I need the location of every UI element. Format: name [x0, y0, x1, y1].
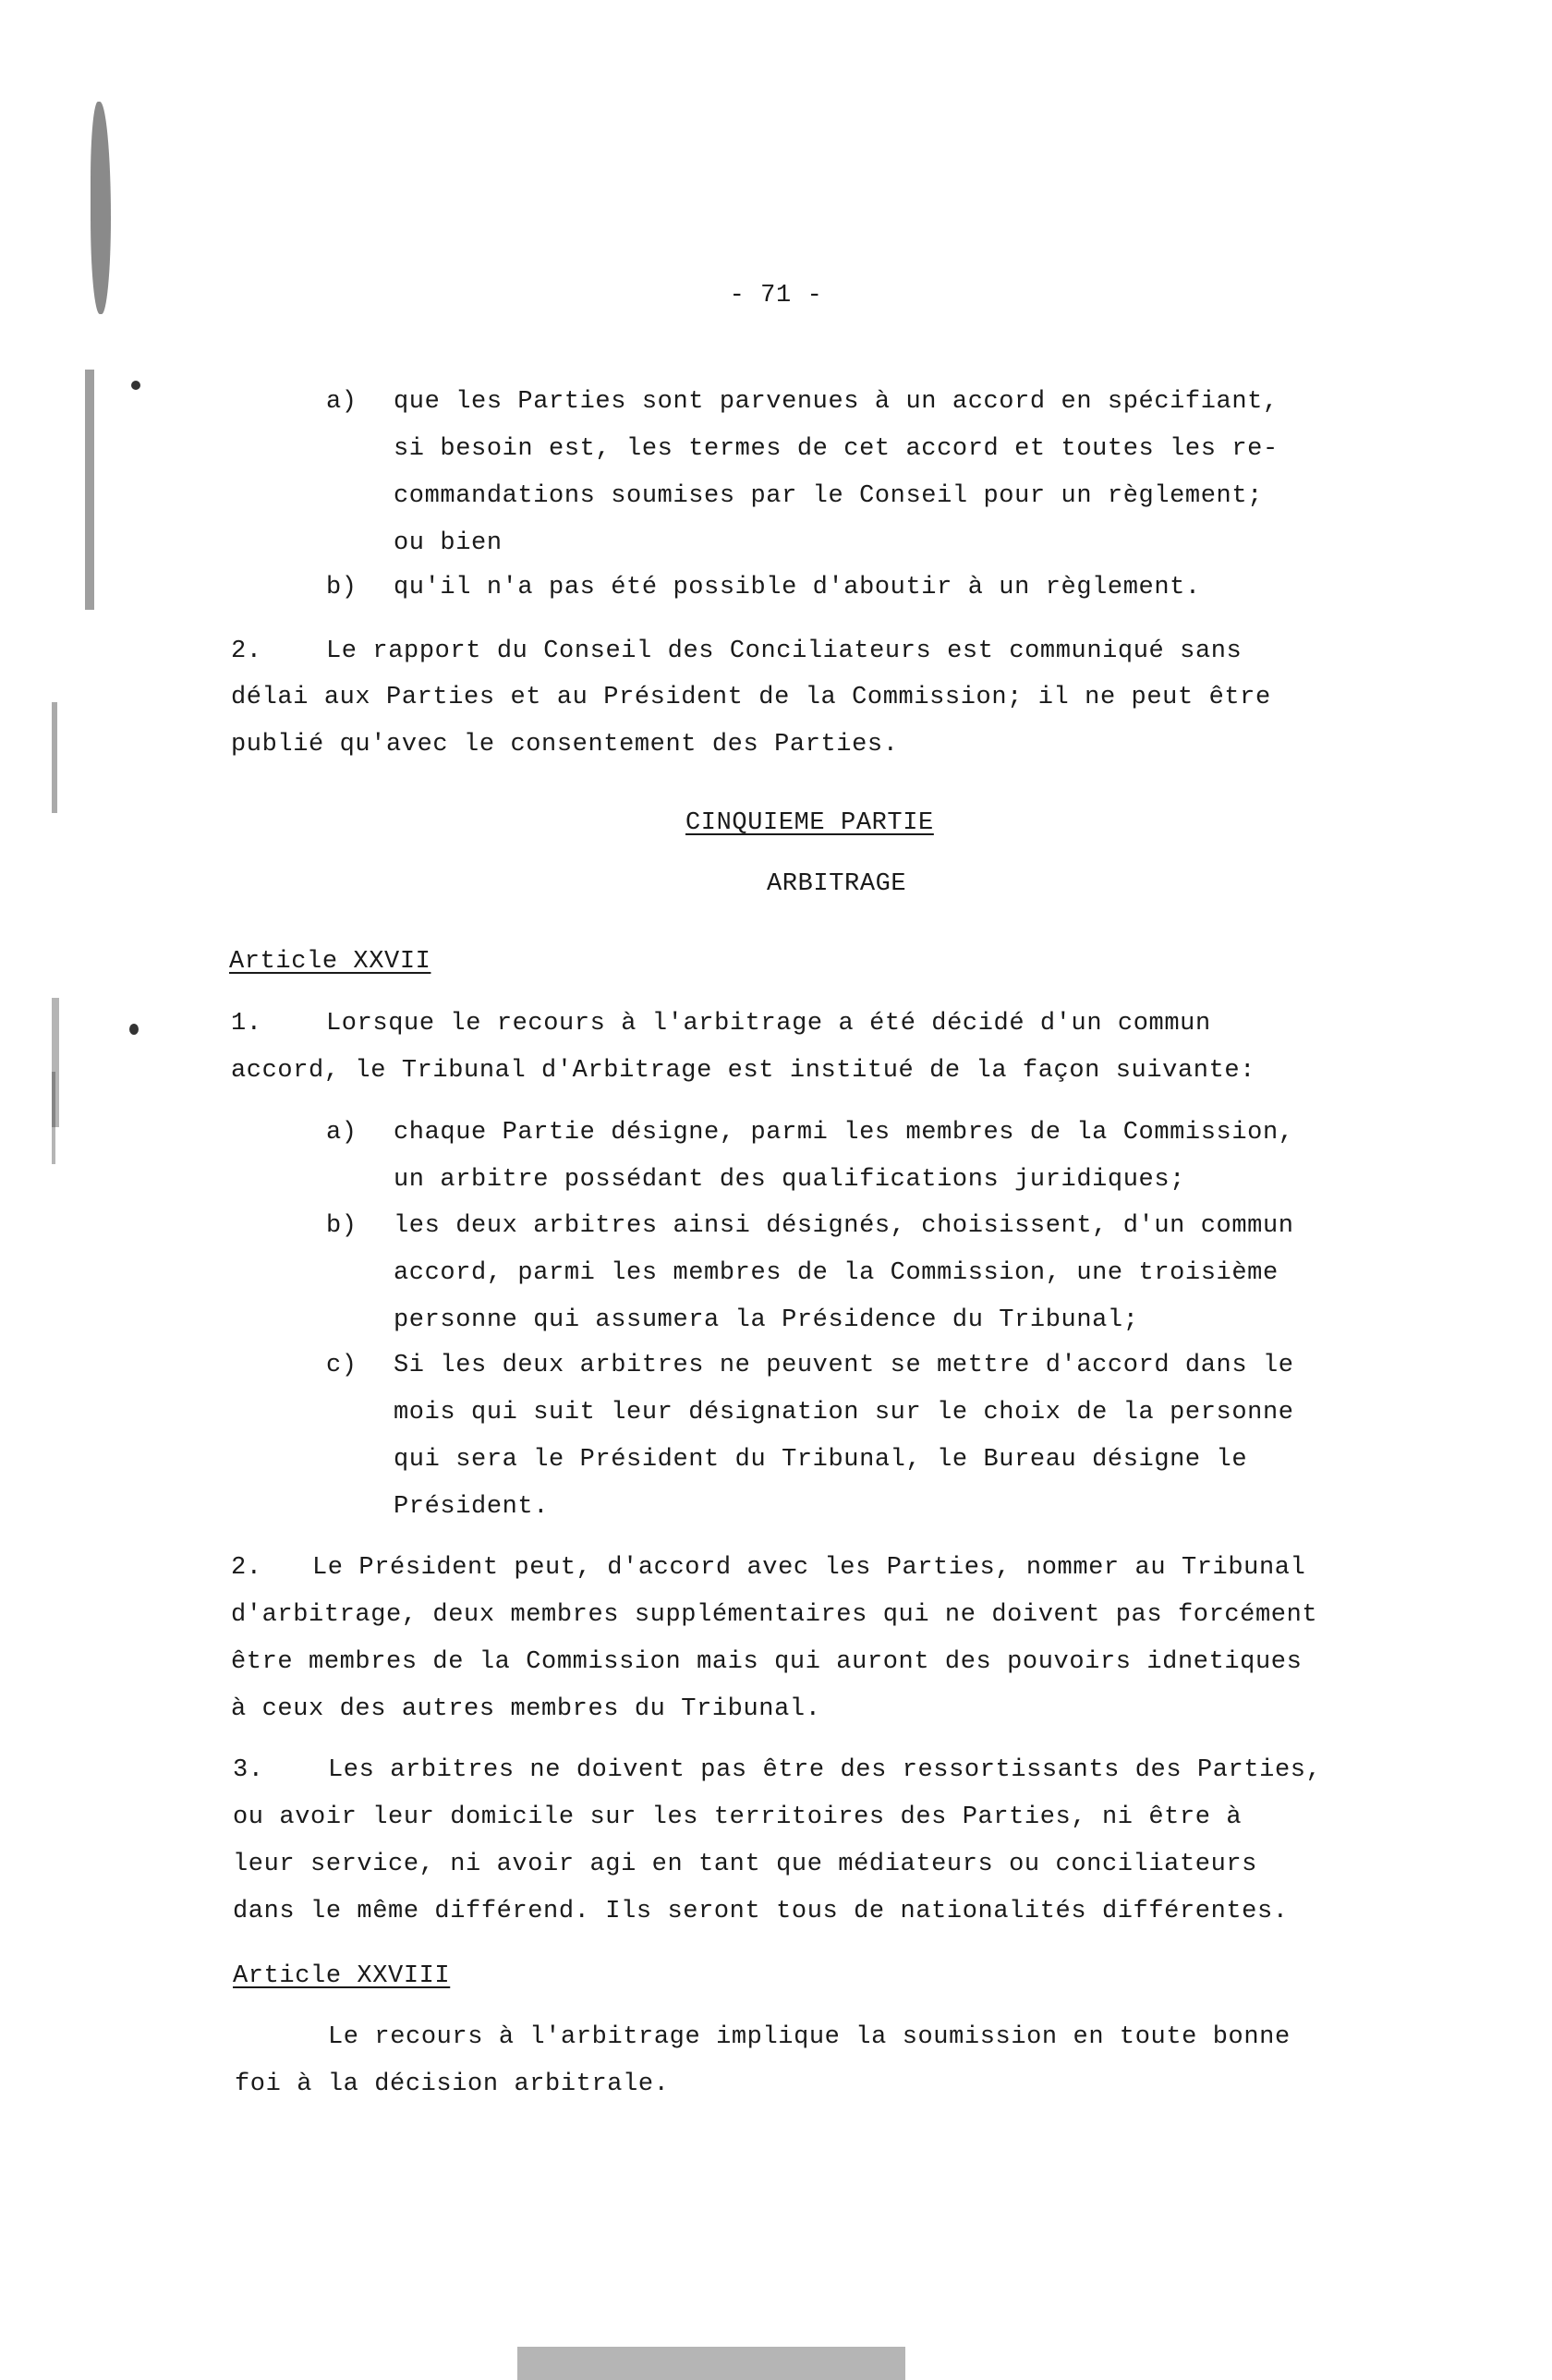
list-item-label: a)	[326, 388, 358, 416]
list-item-line: Si les deux arbitres ne peuvent se mettre d'accord dans le	[394, 1352, 1294, 1379]
paragraph-line: accord, le Tribunal d'Arbitrage est institué de la façon suivante:	[231, 1057, 1255, 1085]
paragraph-line: ou avoir leur domicile sur les territoires des Parties, ni être à	[233, 1803, 1243, 1831]
list-item-line: qu'il n'a pas été possible d'aboutir à un règlement.	[394, 574, 1201, 601]
scan-artifact-mark	[52, 702, 57, 813]
list-item-line: qui sera le Président du Tribunal, le Bureau désigne le	[394, 1446, 1248, 1474]
paragraph-number: 1.	[231, 1010, 262, 1038]
paragraph-number: 2.	[231, 1554, 262, 1582]
list-item-label: b)	[326, 1212, 358, 1240]
list-item-label: a)	[326, 1119, 358, 1147]
list-item-line: si besoin est, les termes de cet accord et toutes les re-	[394, 435, 1279, 463]
page-number: - 71 -	[729, 282, 823, 310]
scan-speck	[129, 1024, 139, 1035]
paragraph-line: foi à la décision arbitrale.	[235, 2070, 670, 2098]
paragraph-line: leur service, ni avoir agi en tant que médiateurs ou conciliateurs	[233, 1851, 1257, 1878]
list-item-line: chaque Partie désigne, parmi les membres de la Commission,	[394, 1119, 1294, 1147]
list-item-line: Président.	[394, 1493, 550, 1521]
list-item-line: personne qui assumera la Présidence du Tribunal;	[394, 1306, 1139, 1334]
paragraph-line: Les arbitres ne doivent pas être des ressortissants des Parties,	[328, 1756, 1322, 1784]
article-heading: Article XXVII	[229, 948, 431, 976]
part-title: CINQUIEME PARTIE	[685, 809, 934, 837]
paragraph-number: 2.	[231, 638, 262, 665]
list-item-line: ou bien	[394, 529, 503, 557]
list-item-line: accord, parmi les membres de la Commission, une troisième	[394, 1259, 1279, 1287]
list-item-label: c)	[326, 1352, 358, 1379]
paragraph-line: publié qu'avec le consentement des Parties.	[231, 731, 899, 759]
list-item-line: un arbitre possédant des qualifications juridiques;	[394, 1166, 1185, 1194]
list-item-line: mois qui suit leur désignation sur le choix de la personne	[394, 1399, 1294, 1427]
paragraph-line: Lorsque le recours à l'arbitrage a été décidé d'un commun	[326, 1010, 1211, 1038]
scan-artifact-mark	[85, 370, 94, 610]
paragraph-line: Le recours à l'arbitrage implique la soumission en toute bonne	[328, 2023, 1291, 2051]
list-item-label: b)	[326, 574, 358, 601]
paragraph-line: d'arbitrage, deux membres supplémentaires qui ne doivent pas forcément	[231, 1601, 1318, 1629]
article-heading: Article XXVIII	[233, 1962, 451, 1990]
list-item-line: que les Parties sont parvenues à un accord en spécifiant,	[394, 388, 1279, 416]
scan-speck	[131, 381, 140, 390]
paragraph-line: être membres de la Commission mais qui auront des pouvoirs idnetiques	[231, 1648, 1303, 1676]
paragraph-line: délai aux Parties et au Président de la Commission; il ne peut être	[231, 684, 1271, 711]
scan-artifact-mark	[52, 998, 59, 1127]
list-item-line: les deux arbitres ainsi désignés, choisissent, d'un commun	[394, 1212, 1294, 1240]
paragraph-line: dans le même différend. Ils seront tous de nationalités différentes.	[233, 1898, 1289, 1925]
scan-artifact-mark	[517, 2347, 905, 2380]
paragraph-number: 3.	[233, 1756, 264, 1784]
part-subtitle: ARBITRAGE	[767, 870, 907, 898]
paragraph-line: à ceux des autres membres du Tribunal.	[231, 1695, 821, 1723]
paragraph-line: Le Président peut, d'accord avec les Parties, nommer au Tribunal	[312, 1554, 1306, 1582]
paragraph-line: Le rapport du Conseil des Conciliateurs est communiqué sans	[326, 638, 1243, 665]
list-item-line: commandations soumises par le Conseil pour un règlement;	[394, 482, 1263, 510]
